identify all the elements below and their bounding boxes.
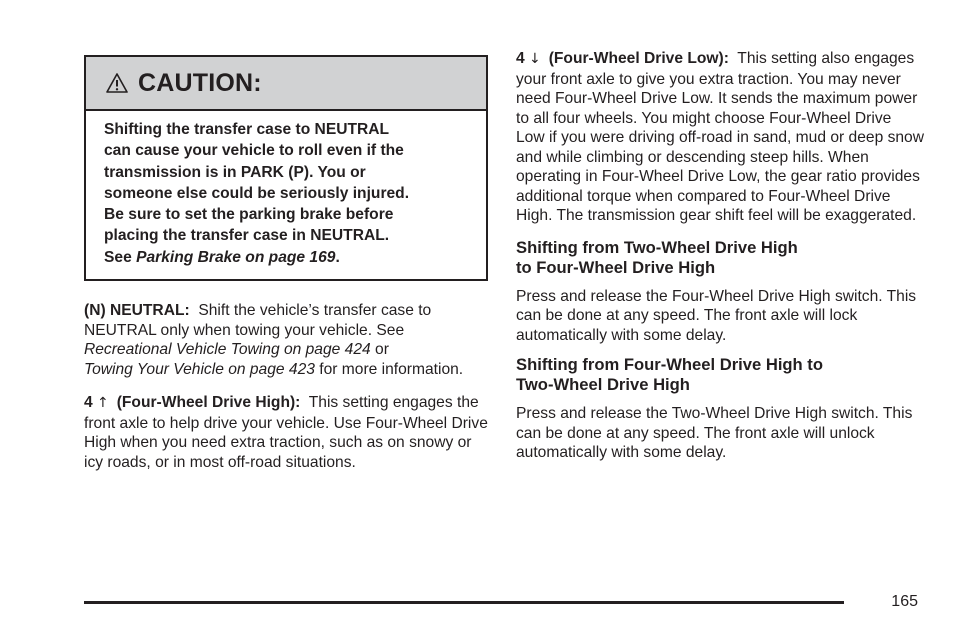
caution-line: Shifting the transfer case to NEUTRAL (104, 121, 390, 138)
rv-towing-reference: Recreational Vehicle Towing on page 424 (84, 341, 371, 359)
left-column (84, 55, 488, 472)
heading-line: Shifting from Two-Wheel Drive High (516, 237, 798, 257)
caution-box (84, 55, 488, 281)
four-high-label: (Four-Wheel Drive High): (116, 394, 301, 412)
caution-line: transmission is in PARK (P). You or (104, 163, 366, 181)
caution-title: CAUTION: (138, 68, 262, 97)
neutral-text-end: for more information. (319, 360, 464, 378)
parking-brake-reference: Parking Brake on page 169 (136, 248, 336, 266)
right-column (516, 49, 924, 463)
caution-text (86, 111, 486, 279)
four-low-text: This setting also engages your front axle to give you extra traction. You may never need Four-Wheel Drive Low. It sends the maximum power to all four wheels. You might choose Four-Wheel Drive Low if you were driving off-road in sand, mud or deep snow and while climbing or descending steep hills. When operating in Four-Wheel Drive Low, the gear ratio provides additional torque when compared to Four-Wheel Drive High. The transmission gear shift feel will be exaggerated. (516, 50, 924, 224)
towing-vehicle-reference: Towing Your Vehicle on page 423 (84, 360, 315, 378)
footer-rule (84, 601, 844, 604)
page-number: 165 (891, 593, 918, 610)
caution-line: Be sure to set the parking brake before (104, 206, 394, 224)
neutral-text: Shift the vehicle’s transfer case to NEUTRAL only when towing your vehicle. See (84, 302, 432, 339)
section-heading-two-to-four (516, 238, 924, 278)
four-low-label: (Four-Wheel Drive Low): (548, 50, 729, 67)
neutral-paragraph (84, 301, 488, 379)
four-low-number: 4 (516, 50, 525, 67)
caution-line: can cause your vehicle to roll even if the (104, 142, 404, 160)
warning-triangle-icon (106, 72, 128, 94)
caution-header (86, 57, 486, 111)
four-high-number: 4 (84, 394, 93, 412)
caution-line: placing the transfer case in NEUTRAL. (104, 227, 390, 245)
section-text-four-to-two: Press and release the Two-Wheel Drive High switch. This can be done at any speed. The front axle will unlock automatically with some delay. (516, 405, 913, 461)
caution-see-line (104, 247, 472, 268)
section-text-two-to-four: Press and release the Four-Wheel Drive High switch. This can be done at any speed. The front axle will lock automatically with some delay. (516, 287, 917, 344)
caution-line: someone else could be seriously injured. (104, 184, 410, 202)
arrow-up-icon: ↑ (97, 395, 109, 412)
neutral-or: or (375, 341, 389, 359)
four-low-paragraph (516, 49, 924, 226)
see-prefix: See (104, 248, 132, 266)
section-heading-four-to-two (516, 355, 924, 395)
heading-line: Shifting from Four-Wheel Drive High to (516, 355, 823, 374)
heading-line: to Four-Wheel Drive High (516, 257, 716, 277)
four-high-paragraph (84, 393, 488, 472)
arrow-down-icon: ↓ (529, 51, 541, 67)
see-suffix: . (335, 248, 340, 266)
heading-line: Two-Wheel Drive High (516, 375, 690, 394)
neutral-label: (N) NEUTRAL: (84, 302, 190, 320)
four-high-text: This setting engages the front axle to help drive your vehicle. Use Four-Wheel Drive High when you need extra traction, such as on snowy or icy roads, or in most off-road situations. (84, 394, 488, 471)
